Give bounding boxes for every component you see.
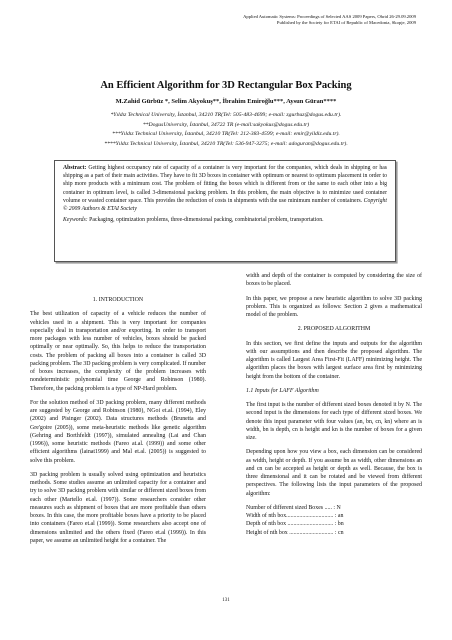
list-item: Width of nth box................................ : an (246, 513, 344, 519)
running-header (243, 14, 416, 25)
list-item: Depth of nth box ............................... : bn (246, 521, 344, 528)
affiliation-3: ***Yıldız Technical University, İstanbul, 34210 TR(Tel: 212-383-4599; e-mail: emir@yildiz.edu.tr). (112, 131, 340, 138)
right-column (246, 272, 422, 537)
list-item: Height of nth box .............................. : cn (246, 529, 344, 536)
section-heading-introduction: 1. INTRODUCTION (92, 297, 144, 303)
list-item: Number of different sized Boxes ..... : N (246, 504, 341, 511)
paragraph: In this paper, we propose a new heuristic algorithm to solve 3D packing problem. This is organized as follows: Section 2 gives a mathematical model of the problem. (246, 295, 422, 318)
paragraph: 3D packing problem is usually solved using optimization and heuristics methods. Some studies assume an unlimited capacity for a container and try to solve 3D packing problem with similar or different sized boxes from each other (Martello et.al. (1997)). Some researchers consider other measures such as shipment of boxes that are more profitable than others boxes. In this case, the more profitable boxes have a priority to be placed into containers (Fareo et.al (1999)). Some researchers also accept one of dimensions unlimited and the others fixed (Fareo et.al (1999)). In this paper, we assume an unlimited height for a container. The (30, 471, 206, 544)
paragraph: width and depth of the container is computed by considering the size of boxes to be placed. (246, 273, 422, 288)
page-number: 131 (222, 598, 230, 603)
section-heading-proposed-algorithm: 2. PROPOSED ALGORITHM (297, 326, 371, 333)
abstract (63, 164, 387, 213)
affiliation-1: *Yıldız Technical University, İstanbul, 34210 TR(Tel: 505-483-4699; e-mail: zgurbuz@dogus.edu.tr). (110, 112, 342, 118)
subsection-heading: 1.1 Inputs for LAFF Algorithm (246, 387, 319, 394)
abstract-text: Getting highest occupancy rate of capacity of a container is very important for the companies, which deals in shipping or has shipping as a part of their main activities. They have to fit 3D boxes in container with optimum or nearest to optimum placement in order to ship more products with a minimum cost. The problem of fitting the boxes which is different from or the same to each other into a big container in optimum level, is called 3-dimensional packing problem. In this problem, the main objective is to minimize used container volume or wasted container space. This provides the reduction of costs in shipments with the use minimum number of containers. (63, 165, 387, 204)
keywords-label: Keywords: (63, 217, 88, 224)
abstract-box (54, 160, 396, 262)
abstract-copyright: Copyright © 2009 Authors & ETAI Society (63, 197, 387, 213)
paper-title: An Efficient Algorithm for 3D Rectangular Box Packing (100, 80, 352, 91)
paragraph: The best utilization of capacity of a vehicle reduces the number of vehicles used in a shipment. This is very important for companies especially deal in transportation and/or exporting. In order to transport more packages with less number of vehicles, boxes should be packed optimally or near optimally. So, this helps to reduce the transportation costs. The problem of packing all boxes into a container is called 3D packing problem. The 3D packing problem is very complicated. If number of boxes increases, the complexity of the problem increases with nondeterministic polynomial time George and Robinson (1980). Therefore, the packing problem is a type of NP-Hard problem. (30, 311, 206, 392)
abstract-label: Abstract: (63, 165, 87, 171)
input-parameter-list (246, 504, 422, 537)
keywords (63, 216, 387, 224)
left-column (30, 296, 206, 551)
affiliation-4: ****Yıldız Technical University, İstanbul, 34210 TR(Tel: 536-947-3275; e-mail: adoguran@dogus.edu.tr). (104, 140, 348, 147)
paragraph: For the solution method of 3D packing problem, many different methods are suggested by George and Robinson (1980), NGoi et.al. (1994), Eley (2002) and Pisinger (2002). Data structures methods (Brunetta and Gre'goire (2005)), some meta-heuristic methods like genetic algorithm (Gehring and Borthfeldt (1997)), simulated annealing (Lai and Chan (1996)), some heuristic methods (Fareo at.al. (1999)) and some other efficient algorithms (lainat1999) and Mal et.al. (2005)) is suggested to solve this problem. (30, 399, 206, 464)
affiliation-2: **DogusUniversity, İstanbul, 34722 TR (e-mail:sakyokus@dogus.edu.tr) (142, 121, 310, 128)
paragraph: In this section, we first define the inputs and outputs for the algorithm with our assumptions and then describe the proposed algorithm. The algorithm is called Largest Area First-Fit (LAFF) minimizing height. The algorithm places the boxes with largest surface area first by minimizing height from the bottom of the container. (246, 340, 422, 380)
paragraph: Depending upon how you view a box, each dimension can be considered as width, height or depth. If you assume bn as width, other dimensions an and cn can be accepted as height or depth as well. Because, the box is three dimensional and it can be rotated and be viewed from different perspectives. The following lists the input parameters of the proposed algorithm: (246, 449, 422, 497)
author-list: M.Zahid Gürbüz *, Selim Akyokuş**, İbrahim Emiroğlu***, Aysun Güran**** (115, 98, 337, 105)
header-line-2: Published by the Society for ETAI of Republic of Macedonia, Skopje, 2009 (276, 19, 416, 25)
affiliations (0, 111, 452, 149)
paragraph: The first input is the number of different sized boxes denoted it by N. The second input is the dimensions for each type of different sized boxes. We denote this input parameter with four values (an, bn, cn, kn) where an is width, bn is depth, cn is height and kn is the number of boxes for a given size. (246, 402, 422, 441)
header-line-1: Applied Automatic Systems: Proceedings of Selected AAS 2009 Papers, Ohrid 26-29.09.2009 (243, 14, 416, 19)
keywords-text: Packaging, optimization problems, three-dimensional packing, combinatorial problem, transportation. (87, 217, 324, 224)
